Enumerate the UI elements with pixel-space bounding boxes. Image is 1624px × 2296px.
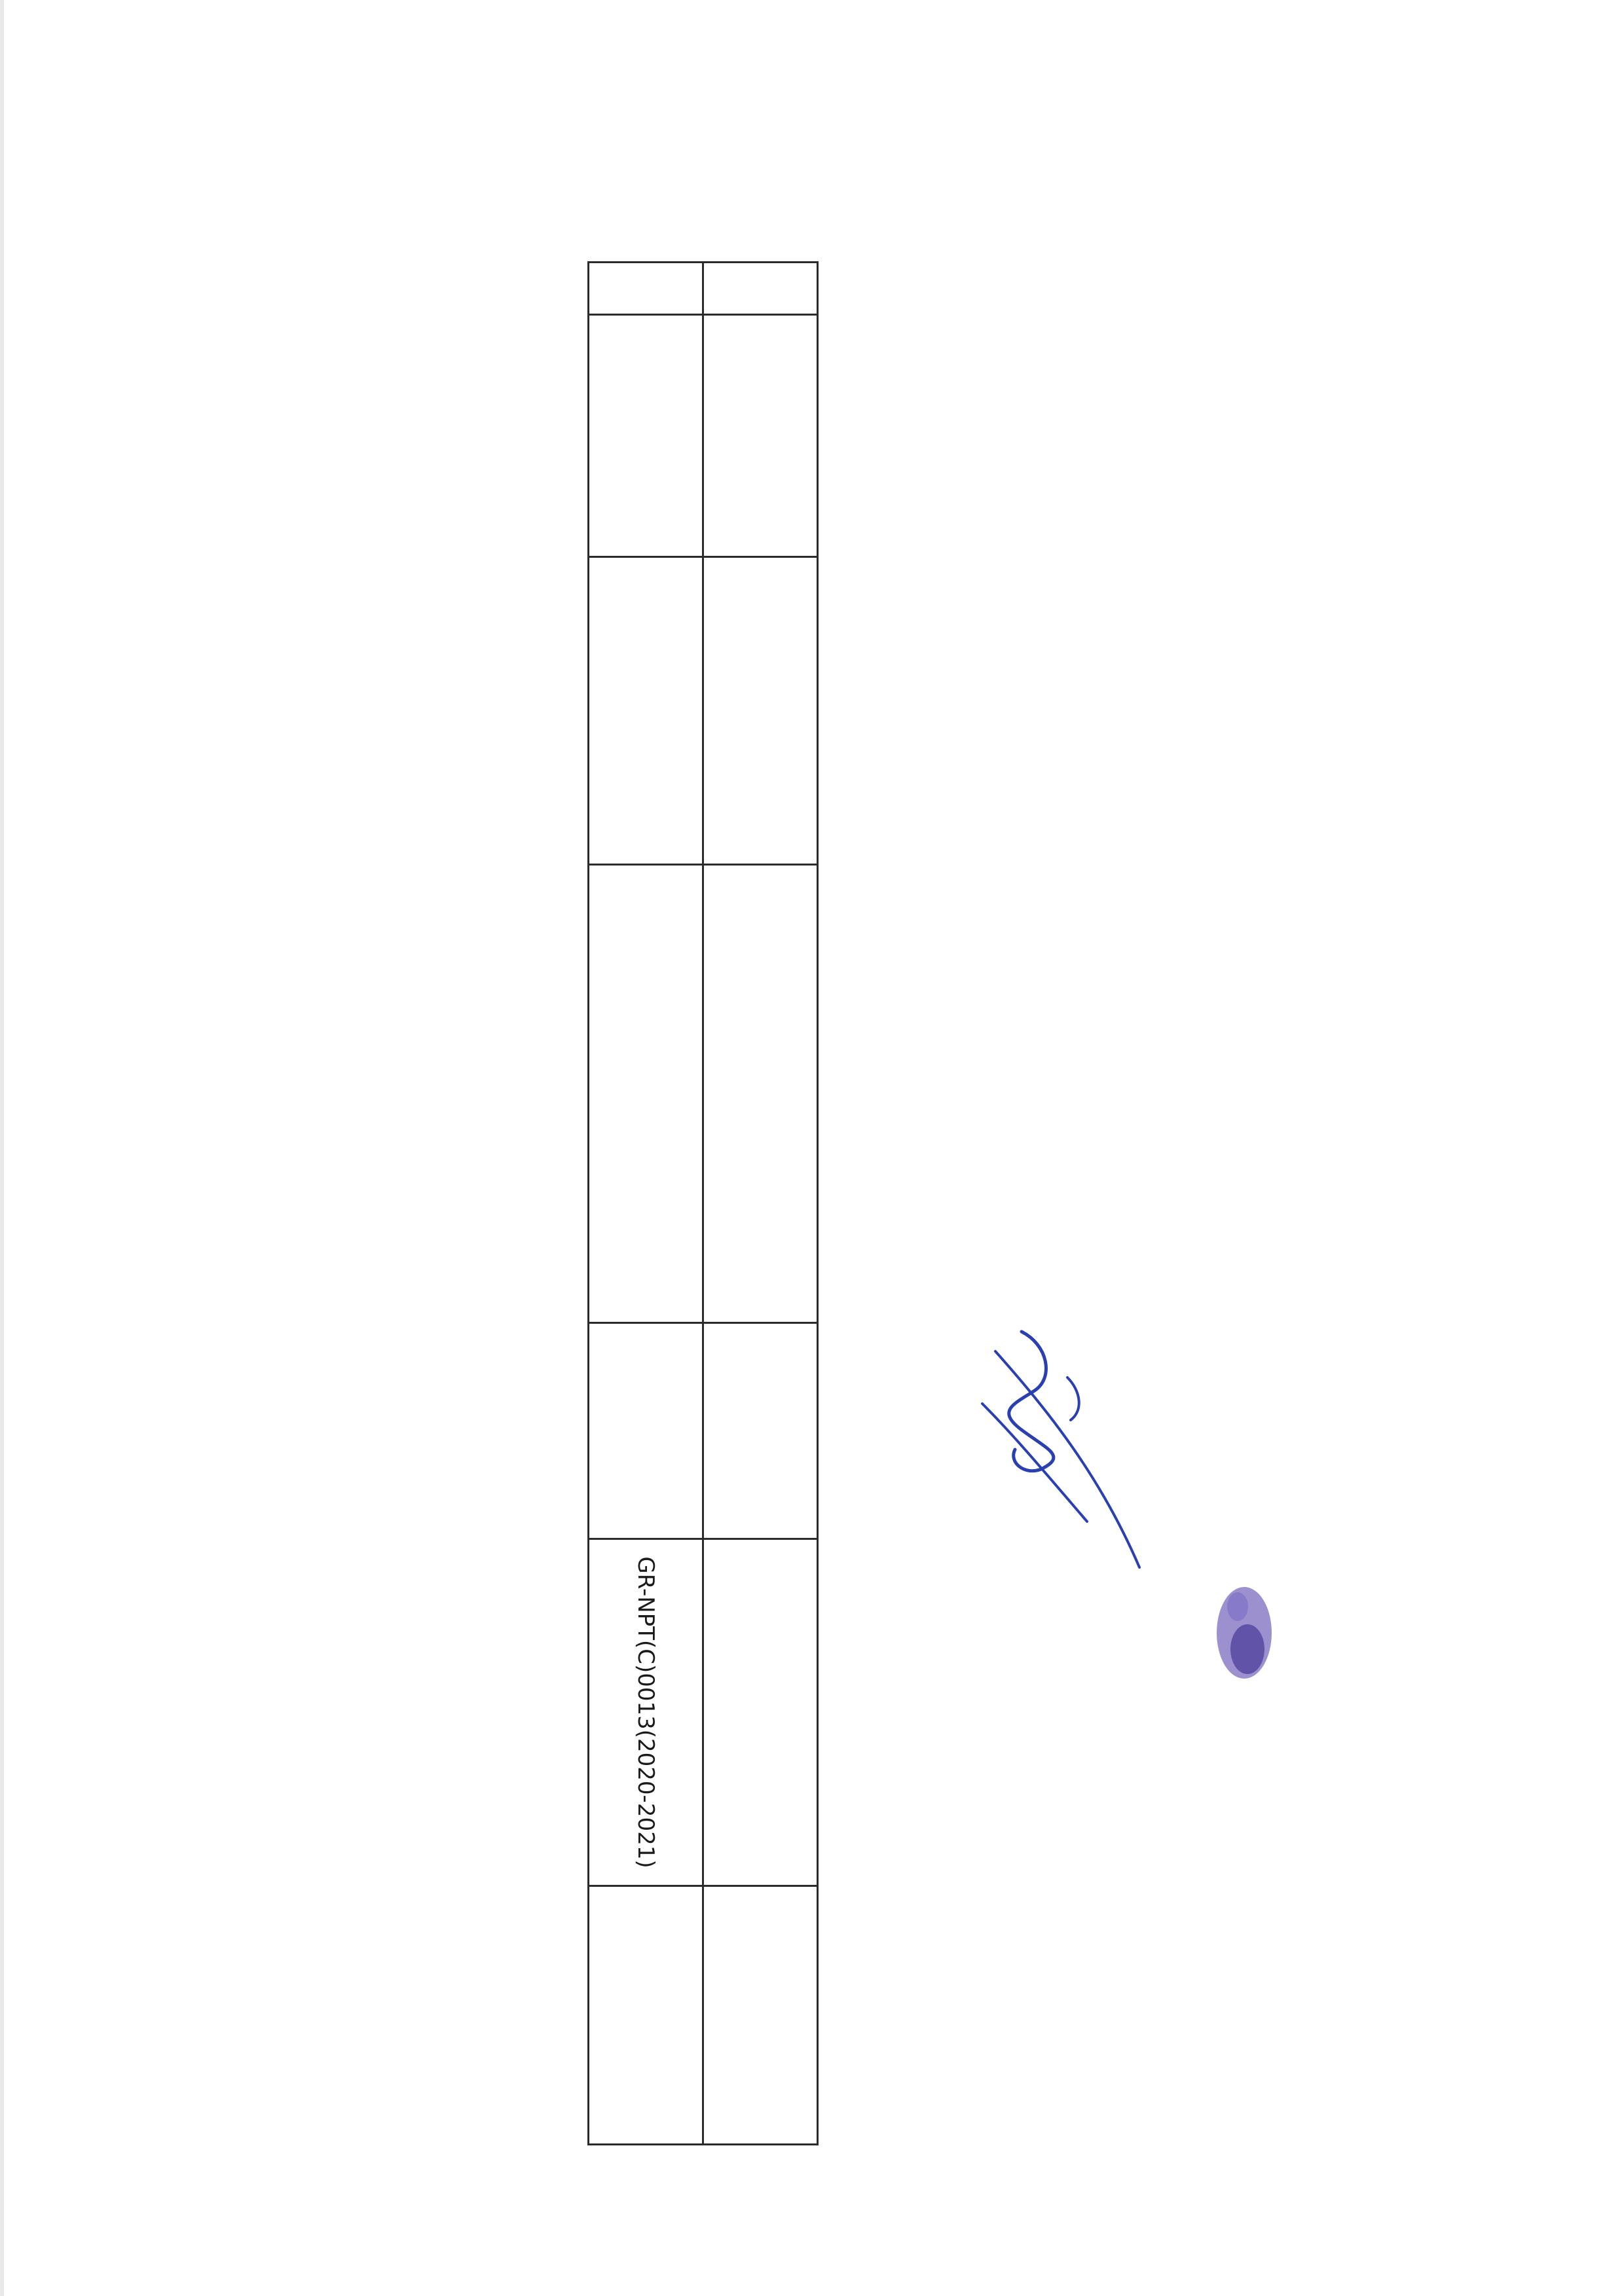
- table-header-row: [703, 263, 818, 2145]
- handwritten-signature: [950, 1305, 1146, 1580]
- column-header: [703, 1886, 818, 2145]
- column-header: [703, 315, 818, 557]
- scan-edge-shadow: [0, 0, 4, 2296]
- table-cell: [589, 1886, 703, 2145]
- column-header: [703, 1323, 818, 1539]
- column-header: [703, 557, 818, 865]
- document-sheet: [288, 140, 1336, 2157]
- results-table: [587, 261, 819, 2145]
- column-header: [703, 1539, 818, 1886]
- table-cell: [589, 557, 703, 865]
- table-cell: [589, 315, 703, 557]
- table-cell: GR-NPT(C)0013(2020-2021): [589, 1539, 703, 1886]
- table-cell: [589, 865, 703, 1323]
- column-header: [703, 263, 818, 315]
- official-seal: [1139, 1044, 1310, 1698]
- table-row: [589, 263, 703, 2145]
- table-cell: [589, 1323, 703, 1539]
- table-cell: [589, 263, 703, 315]
- seal-ink-smudge-icon: [1205, 1580, 1283, 1698]
- column-header: [703, 865, 818, 1323]
